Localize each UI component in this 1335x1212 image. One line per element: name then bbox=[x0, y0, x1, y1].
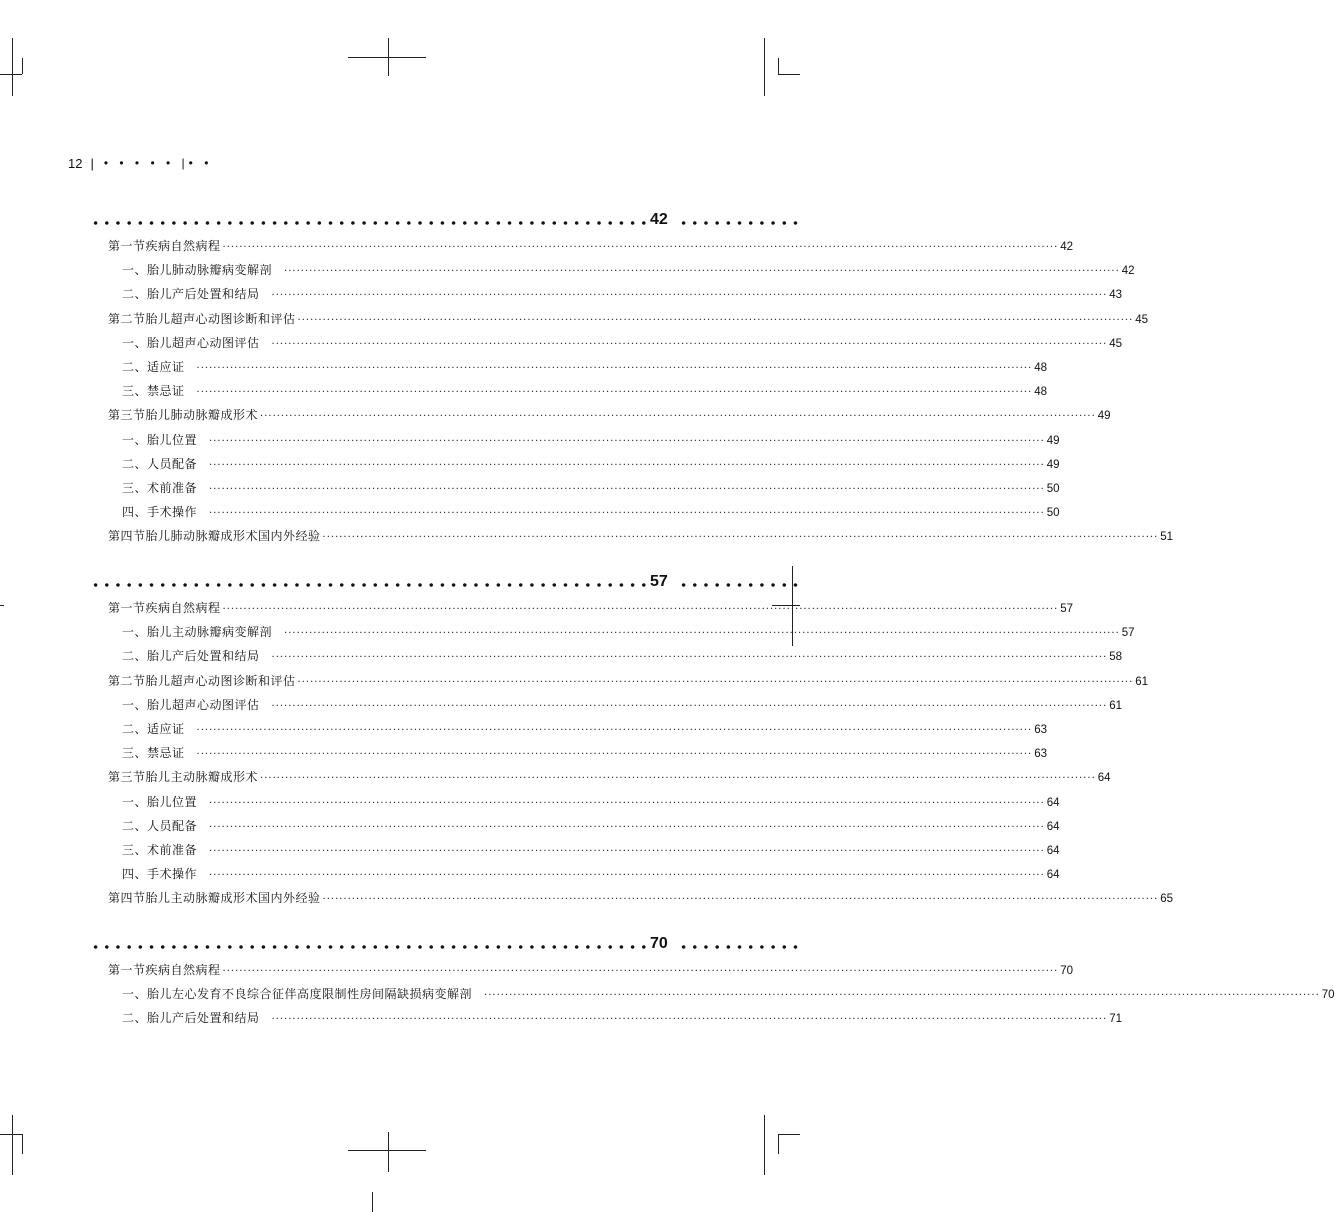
registration-mark bbox=[388, 1132, 389, 1172]
entry-title: 胎儿肺动脉瓣成形术 bbox=[145, 408, 259, 423]
entry-label: 第二节 bbox=[108, 673, 146, 688]
entry-label: 一、 bbox=[122, 432, 148, 447]
dot-leader: ········································································································································································································ bbox=[260, 773, 1096, 785]
toc-item-entry[interactable] bbox=[122, 1009, 1123, 1027]
entry-label: 第一节 bbox=[108, 601, 146, 615]
entry-page-number: 45 bbox=[1135, 313, 1149, 326]
crop-mark bbox=[0, 1134, 22, 1135]
entry-page-number: 70 bbox=[1321, 989, 1335, 1002]
entry-label: 二、 bbox=[122, 287, 148, 302]
toc-item-entry[interactable] bbox=[122, 455, 1060, 473]
entry-label: 第三节 bbox=[108, 408, 146, 423]
dot-leader: ········································································································································································································ bbox=[196, 725, 1033, 736]
entry-label: 一、 bbox=[122, 263, 148, 278]
registration-mark bbox=[0, 605, 4, 606]
crop-mark bbox=[764, 38, 765, 96]
entry-page-number: 63 bbox=[1034, 724, 1048, 736]
dot-leader: ········································································································································································································ bbox=[196, 387, 1033, 399]
dot-leader: ········································································································································································································ bbox=[209, 484, 1045, 495]
toc-item-entry[interactable] bbox=[122, 261, 1135, 279]
toc-item-entry[interactable] bbox=[122, 503, 1060, 521]
dot-leader: ········································································································································································································ bbox=[209, 435, 1045, 447]
entry-page-number: 57 bbox=[1121, 627, 1135, 640]
entry-page-number: 61 bbox=[1109, 699, 1123, 712]
entry-title: 胎儿超声心动图评估 bbox=[147, 335, 260, 350]
entry-label: 第四节 bbox=[108, 891, 146, 906]
crop-mark bbox=[778, 58, 779, 74]
entry-label: 二、 bbox=[122, 722, 148, 736]
entry-label: 二、 bbox=[122, 1011, 148, 1026]
entry-page-number: 64 bbox=[1046, 820, 1060, 833]
toc-section-entry[interactable] bbox=[108, 310, 1149, 328]
toc-item-entry[interactable] bbox=[122, 841, 1060, 859]
entry-label: 四、 bbox=[122, 505, 148, 520]
dot-leader: ········································································································································································································ bbox=[209, 797, 1045, 809]
entry-title: 胎儿产后处置和结局 bbox=[147, 287, 260, 302]
dot-leader: ········································································································································································································ bbox=[297, 676, 1134, 688]
entry-label: 第一节 bbox=[108, 239, 146, 253]
toc-item-entry[interactable] bbox=[122, 985, 1335, 1003]
entry-page-number: 70 bbox=[1060, 965, 1074, 977]
entry-page-number: 58 bbox=[1109, 651, 1123, 664]
entry-page-number: 48 bbox=[1034, 362, 1048, 374]
toc-section-entry[interactable] bbox=[108, 406, 1111, 424]
entry-label: 二、 bbox=[122, 360, 148, 374]
dot-leader: ········································································································································································································ bbox=[322, 532, 1159, 544]
toc-item-entry[interactable] bbox=[122, 382, 1048, 400]
entry-title: 胎儿超声心动图诊断和评估 bbox=[145, 673, 296, 688]
dot-leader: ········································································································································································································ bbox=[260, 411, 1096, 423]
entry-title: 术前准备 bbox=[147, 481, 198, 495]
entry-label: 第一节 bbox=[108, 963, 146, 977]
entry-title: 疾病自然病程 bbox=[145, 601, 221, 615]
entry-page-number: 64 bbox=[1097, 772, 1111, 785]
toc-section-entry[interactable] bbox=[108, 672, 1149, 690]
entry-page-number: 71 bbox=[1109, 1013, 1123, 1026]
toc-item-entry[interactable] bbox=[122, 358, 1048, 376]
dot-leader: ········································································································································································································ bbox=[196, 363, 1033, 374]
entry-label: 三、 bbox=[122, 384, 148, 399]
dot-leader: ········································································································································································································ bbox=[222, 604, 1059, 615]
toc-item-entry[interactable] bbox=[122, 647, 1123, 665]
crop-mark bbox=[12, 38, 13, 96]
crop-mark bbox=[778, 74, 800, 75]
page-number: 12 bbox=[68, 155, 83, 171]
entry-title: 禁忌证 bbox=[147, 746, 185, 761]
dot-rule bbox=[678, 945, 800, 949]
dot-leader: ········································································································································································································ bbox=[209, 459, 1045, 471]
entry-page-number: 51 bbox=[1160, 531, 1174, 544]
entry-title: 人员配备 bbox=[147, 818, 198, 833]
chapter-divider bbox=[90, 213, 800, 231]
entry-label: 一、 bbox=[122, 987, 148, 1002]
dot-leader: ········································································································································································································ bbox=[209, 821, 1045, 833]
entry-page-number: 65 bbox=[1160, 893, 1174, 906]
crop-mark bbox=[778, 1134, 800, 1135]
entry-label: 第四节 bbox=[108, 529, 146, 544]
entry-title: 胎儿左心发育不良综合征伴高度限制性房间隔缺损病变解剖 bbox=[147, 987, 473, 1002]
dot-leader: ········································································································································································································ bbox=[222, 242, 1059, 253]
entry-title: 疾病自然病程 bbox=[145, 239, 221, 253]
chapter-page-number: 70 bbox=[650, 935, 668, 952]
chapter-page-number: 42 bbox=[650, 211, 668, 228]
entry-title: 胎儿超声心动图诊断和评估 bbox=[145, 311, 296, 326]
entry-label: 一、 bbox=[122, 697, 148, 712]
entry-page-number: 49 bbox=[1046, 458, 1060, 471]
entry-title: 手术操作 bbox=[147, 505, 198, 520]
entry-title: 胎儿位置 bbox=[147, 794, 198, 809]
toc-item-entry[interactable] bbox=[122, 479, 1060, 497]
crop-mark bbox=[764, 1115, 765, 1175]
header-dots: • • • • • |• • bbox=[103, 156, 213, 170]
entry-page-number: 63 bbox=[1034, 748, 1048, 761]
entry-label: 三、 bbox=[122, 746, 148, 761]
entry-page-number: 50 bbox=[1046, 507, 1060, 520]
entry-label: 第二节 bbox=[108, 311, 146, 326]
dot-rule bbox=[678, 583, 800, 587]
dot-leader: ········································································································································································································ bbox=[271, 700, 1108, 712]
toc-item-entry[interactable] bbox=[122, 865, 1060, 883]
entry-title: 适应证 bbox=[147, 360, 185, 374]
toc-item-entry[interactable] bbox=[122, 793, 1060, 811]
entry-title: 胎儿产后处置和结局 bbox=[147, 1011, 260, 1026]
dot-leader: ········································································································································································································ bbox=[209, 508, 1045, 520]
registration-mark bbox=[348, 1150, 426, 1151]
entry-title: 胎儿产后处置和结局 bbox=[147, 649, 260, 664]
entry-title: 适应证 bbox=[147, 722, 185, 736]
entry-label: 一、 bbox=[122, 794, 148, 809]
dot-rule bbox=[90, 945, 646, 949]
running-header bbox=[68, 153, 212, 173]
header-separator: | bbox=[90, 155, 94, 171]
entry-label: 二、 bbox=[122, 649, 148, 664]
dot-leader: ········································································································································································································ bbox=[209, 846, 1045, 857]
dot-leader: ········································································································································································································ bbox=[222, 966, 1059, 977]
entry-page-number: 42 bbox=[1060, 241, 1074, 253]
entry-label: 四、 bbox=[122, 867, 148, 882]
dot-rule bbox=[90, 583, 646, 587]
dot-leader: ········································································································································································································ bbox=[284, 628, 1120, 640]
toc-item-entry[interactable] bbox=[122, 696, 1123, 714]
dot-leader: ········································································································································································································ bbox=[209, 870, 1045, 882]
entry-title: 手术操作 bbox=[147, 867, 198, 882]
dot-leader: ········································································································································································································ bbox=[284, 266, 1120, 278]
dot-leader: ········································································································································································································ bbox=[196, 749, 1033, 761]
entry-label: 三、 bbox=[122, 481, 148, 495]
entry-page-number: 50 bbox=[1046, 483, 1060, 495]
dot-leader: ········································································································································································································ bbox=[297, 314, 1134, 326]
crop-mark bbox=[0, 74, 22, 75]
entry-title: 人员配备 bbox=[147, 456, 198, 471]
toc-item-entry[interactable] bbox=[122, 817, 1060, 835]
crop-mark bbox=[22, 1134, 23, 1154]
toc-item-entry[interactable] bbox=[122, 334, 1123, 352]
entry-label: 一、 bbox=[122, 335, 148, 350]
entry-label: 二、 bbox=[122, 818, 148, 833]
entry-page-number: 49 bbox=[1097, 410, 1111, 423]
entry-title: 胎儿位置 bbox=[147, 432, 198, 447]
toc-item-entry[interactable] bbox=[122, 285, 1123, 303]
dot-leader: ········································································································································································································ bbox=[322, 894, 1159, 906]
entry-page-number: 64 bbox=[1046, 845, 1060, 857]
toc-section-entry[interactable] bbox=[108, 768, 1111, 786]
entry-title: 胎儿主动脉瓣成形术 bbox=[145, 770, 259, 785]
entry-title: 疾病自然病程 bbox=[145, 963, 221, 977]
crop-mark bbox=[22, 58, 23, 74]
crop-mark bbox=[778, 1134, 779, 1154]
toc-section-entry[interactable] bbox=[108, 889, 1174, 907]
chapter-page-number: 57 bbox=[650, 573, 668, 590]
entry-title: 胎儿肺动脉瓣成形术国内外经验 bbox=[145, 529, 321, 544]
entry-label: 三、 bbox=[122, 843, 148, 857]
entry-label: 二、 bbox=[122, 456, 148, 471]
entry-page-number: 64 bbox=[1046, 796, 1060, 809]
dot-leader: ········································································································································································································ bbox=[271, 290, 1108, 302]
toc-item-entry[interactable] bbox=[122, 431, 1060, 449]
entry-title: 胎儿超声心动图评估 bbox=[147, 697, 260, 712]
dot-leader: ········································································································································································································ bbox=[271, 652, 1108, 664]
chapter-divider bbox=[90, 575, 800, 593]
dot-rule bbox=[678, 221, 800, 225]
chapter-divider bbox=[90, 937, 800, 955]
toc-item-entry[interactable] bbox=[122, 720, 1048, 738]
entry-title: 禁忌证 bbox=[147, 384, 185, 399]
entry-page-number: 64 bbox=[1046, 869, 1060, 882]
crop-mark bbox=[12, 1115, 13, 1175]
dot-leader: ········································································································································································································ bbox=[484, 990, 1320, 1002]
entry-page-number: 48 bbox=[1034, 386, 1048, 399]
entry-page-number: 49 bbox=[1046, 434, 1060, 447]
entry-page-number: 61 bbox=[1135, 675, 1149, 688]
toc-section-entry[interactable] bbox=[108, 527, 1174, 545]
entry-title: 胎儿主动脉瓣病变解剖 bbox=[147, 625, 273, 640]
toc-item-entry[interactable] bbox=[122, 623, 1135, 641]
entry-label: 第三节 bbox=[108, 770, 146, 785]
toc-section-entry[interactable] bbox=[108, 599, 1074, 617]
registration-mark bbox=[348, 57, 426, 58]
toc-item-entry[interactable] bbox=[122, 744, 1048, 762]
dot-leader: ········································································································································································································ bbox=[271, 1014, 1108, 1026]
entry-title: 胎儿主动脉瓣成形术国内外经验 bbox=[145, 891, 321, 906]
entry-label: 一、 bbox=[122, 625, 148, 640]
entry-page-number: 45 bbox=[1109, 337, 1123, 350]
entry-page-number: 57 bbox=[1060, 603, 1074, 615]
toc-section-entry[interactable] bbox=[108, 961, 1074, 979]
entry-title: 术前准备 bbox=[147, 843, 198, 857]
registration-mark bbox=[372, 1192, 373, 1212]
dot-rule bbox=[90, 221, 646, 225]
entry-page-number: 43 bbox=[1109, 289, 1123, 302]
dot-leader: ········································································································································································································ bbox=[271, 338, 1108, 350]
entry-title: 胎儿肺动脉瓣病变解剖 bbox=[147, 263, 273, 278]
entry-page-number: 42 bbox=[1121, 265, 1135, 278]
toc-section-entry[interactable] bbox=[108, 237, 1074, 255]
